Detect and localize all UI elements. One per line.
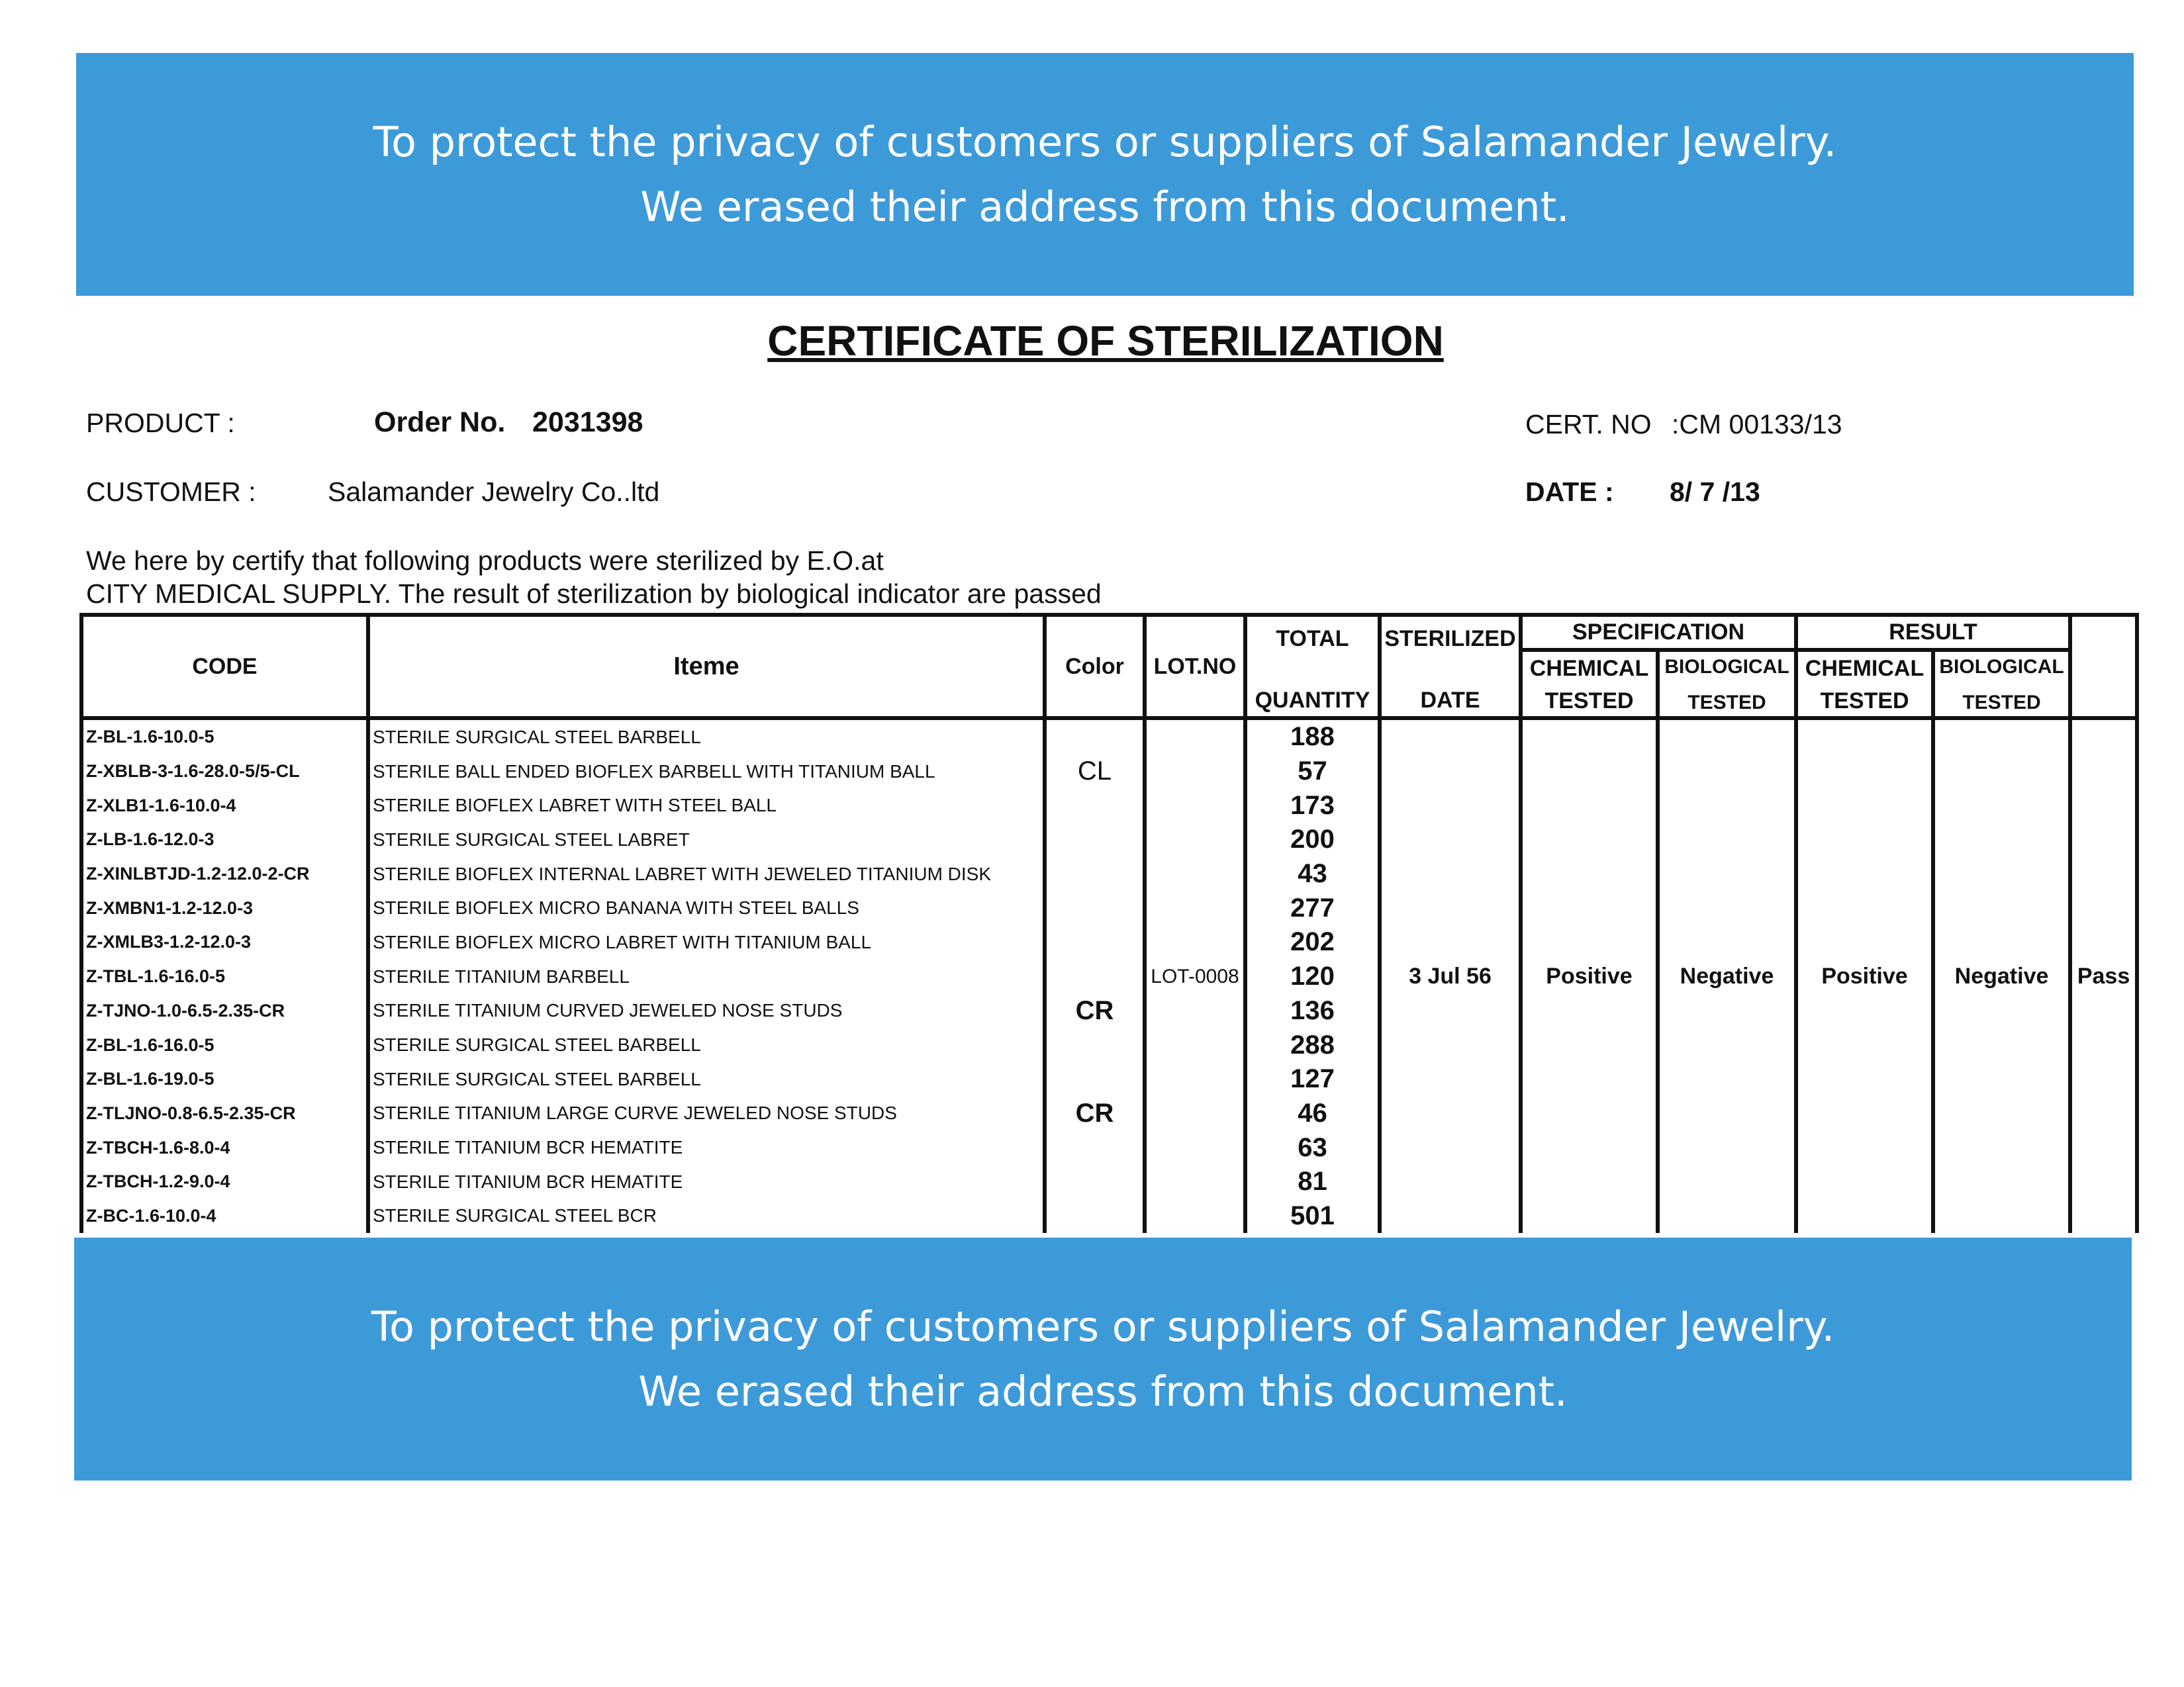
row-final-result bbox=[2070, 1165, 2137, 1199]
date-value: 8/ 7 /13 bbox=[1670, 477, 1760, 507]
row-code: Z-XMLB3-1.2-12.0-3 bbox=[81, 925, 368, 960]
row-result-biological bbox=[1933, 823, 2070, 857]
header-sterilized-top: STERILIZED bbox=[1384, 626, 1516, 651]
header-spec-biological-top: BIOLOGICAL bbox=[1664, 655, 1789, 678]
row-sterilized-date bbox=[1380, 754, 1521, 789]
row-lot-no bbox=[1145, 1028, 1245, 1062]
row-color: CL bbox=[1045, 754, 1145, 789]
table-row bbox=[81, 960, 2137, 994]
row-color bbox=[1045, 1165, 1145, 1199]
row-color bbox=[1045, 1199, 1145, 1234]
row-result-biological bbox=[1933, 788, 2070, 823]
table-row bbox=[81, 1199, 2137, 1234]
row-code: Z-TBL-1.6-16.0-5 bbox=[81, 960, 368, 994]
row-result-chemical bbox=[1796, 754, 1933, 789]
table-row bbox=[81, 1062, 2137, 1097]
row-code: Z-BL-1.6-19.0-5 bbox=[81, 1062, 368, 1097]
row-sterilized-date bbox=[1380, 925, 1521, 960]
row-lot-no bbox=[1145, 994, 1245, 1028]
statement-line-2: CITY MEDICAL SUPPLY. The result of sterilization by biological indicator are passed bbox=[86, 578, 1102, 609]
row-final-result bbox=[2070, 788, 2137, 823]
header-spec-chemical bbox=[1521, 650, 1658, 718]
row-spec-chemical bbox=[1521, 788, 1658, 823]
row-item: STERILE TITANIUM CURVED JEWELED NOSE STUDS bbox=[368, 994, 1045, 1028]
privacy-banner-top bbox=[76, 53, 2134, 296]
header-total-top: TOTAL bbox=[1276, 626, 1349, 651]
row-lot-no: LOT-0008 bbox=[1145, 960, 1245, 994]
row-spec-biological bbox=[1658, 718, 1796, 754]
row-item: STERILE BIOFLEX MICRO BANANA WITH STEEL BALLS bbox=[368, 891, 1045, 925]
row-final-result bbox=[2070, 891, 2137, 925]
row-sterilized-date bbox=[1380, 1130, 1521, 1165]
row-item: STERILE BIOFLEX MICRO LABRET WITH TITANIUM BALL bbox=[368, 925, 1045, 960]
header-final bbox=[2070, 615, 2137, 718]
statement-line-1: We here by certify that following products were sterilized by E.O.at bbox=[86, 545, 884, 576]
row-sterilized-date bbox=[1380, 1097, 1521, 1131]
row-result-chemical bbox=[1796, 718, 1933, 754]
product-label: PRODUCT : bbox=[86, 408, 235, 438]
row-item: STERILE TITANIUM BCR HEMATITE bbox=[368, 1130, 1045, 1165]
row-lot-no bbox=[1145, 925, 1245, 960]
header-code: CODE bbox=[81, 615, 368, 718]
row-spec-chemical bbox=[1521, 994, 1658, 1028]
row-final-result bbox=[2070, 1199, 2137, 1234]
row-lot-no bbox=[1145, 788, 1245, 823]
row-code: Z-TLJNO-0.8-6.5-2.35-CR bbox=[81, 1097, 368, 1131]
row-result-chemical bbox=[1796, 788, 1933, 823]
row-quantity: 501 bbox=[1245, 1199, 1380, 1234]
row-color bbox=[1045, 891, 1145, 925]
row-spec-biological bbox=[1658, 994, 1796, 1028]
row-quantity: 63 bbox=[1245, 1130, 1380, 1165]
header-result-chemical-top: CHEMICAL bbox=[1805, 655, 1924, 681]
header-result-chemical-bottom: TESTED bbox=[1820, 688, 1909, 713]
header-spec-chemical-top: CHEMICAL bbox=[1529, 655, 1649, 681]
row-spec-biological bbox=[1658, 1097, 1796, 1131]
row-result-biological bbox=[1933, 891, 2070, 925]
table-row bbox=[81, 823, 2137, 857]
table-row bbox=[81, 788, 2137, 823]
header-item: Iteme bbox=[368, 615, 1045, 718]
table-row bbox=[81, 994, 2137, 1028]
row-final-result bbox=[2070, 823, 2137, 857]
row-color bbox=[1045, 960, 1145, 994]
row-spec-biological bbox=[1658, 1199, 1796, 1234]
row-result-biological bbox=[1933, 994, 2070, 1028]
row-quantity: 188 bbox=[1245, 718, 1380, 754]
row-spec-chemical bbox=[1521, 1062, 1658, 1097]
row-code: Z-XLB1-1.6-10.0-4 bbox=[81, 788, 368, 823]
row-result-biological bbox=[1933, 1199, 2070, 1234]
row-quantity: 288 bbox=[1245, 1028, 1380, 1062]
row-result-biological bbox=[1933, 718, 2070, 754]
row-result-biological: Negative bbox=[1933, 960, 2070, 994]
row-color bbox=[1045, 823, 1145, 857]
row-spec-biological bbox=[1658, 857, 1796, 891]
row-item: STERILE TITANIUM BARBELL bbox=[368, 960, 1045, 994]
row-spec-biological bbox=[1658, 1062, 1796, 1097]
row-quantity: 202 bbox=[1245, 925, 1380, 960]
row-result-biological bbox=[1933, 1097, 2070, 1131]
header-spec-biological-bottom: TESTED bbox=[1687, 691, 1766, 713]
row-spec-biological bbox=[1658, 823, 1796, 857]
row-code: Z-TBCH-1.6-8.0-4 bbox=[81, 1130, 368, 1165]
row-item: STERILE SURGICAL STEEL BARBELL bbox=[368, 1062, 1045, 1097]
row-sterilized-date bbox=[1380, 994, 1521, 1028]
privacy-line-1: To protect the privacy of customers or suppliers of Salamander Jewelry. bbox=[371, 1302, 1835, 1351]
table-row bbox=[81, 1097, 2137, 1131]
row-final-result bbox=[2070, 1028, 2137, 1062]
row-color: CR bbox=[1045, 1097, 1145, 1131]
row-spec-chemical bbox=[1521, 1028, 1658, 1062]
row-spec-chemical bbox=[1521, 1130, 1658, 1165]
row-code: Z-LB-1.6-12.0-3 bbox=[81, 823, 368, 857]
row-lot-no bbox=[1145, 1199, 1245, 1234]
header-sterilized bbox=[1380, 615, 1521, 718]
table-row bbox=[81, 925, 2137, 960]
header-result-biological-bottom: TESTED bbox=[1962, 691, 2041, 713]
table-row bbox=[81, 754, 2137, 789]
row-result-chemical bbox=[1796, 1165, 1933, 1199]
row-final-result bbox=[2070, 1130, 2137, 1165]
header-sterilized-bottom: DATE bbox=[1420, 688, 1480, 713]
row-quantity: 173 bbox=[1245, 788, 1380, 823]
header-result-biological-top: BIOLOGICAL bbox=[1939, 655, 2064, 678]
row-final-result bbox=[2070, 857, 2137, 891]
row-result-biological bbox=[1933, 857, 2070, 891]
row-lot-no bbox=[1145, 823, 1245, 857]
row-quantity: 277 bbox=[1245, 891, 1380, 925]
row-final-result bbox=[2070, 994, 2137, 1028]
row-lot-no bbox=[1145, 718, 1245, 754]
table-row bbox=[81, 891, 2137, 925]
header-lot: LOT.NO bbox=[1145, 615, 1245, 718]
row-quantity: 120 bbox=[1245, 960, 1380, 994]
row-code: Z-BC-1.6-10.0-4 bbox=[81, 1199, 368, 1234]
row-result-biological bbox=[1933, 1165, 2070, 1199]
row-lot-no bbox=[1145, 891, 1245, 925]
row-code: Z-XINLBTJD-1.2-12.0-2-CR bbox=[81, 857, 368, 891]
row-quantity: 200 bbox=[1245, 823, 1380, 857]
privacy-line-1: To protect the privacy of customers or suppliers of Salamander Jewelry. bbox=[373, 117, 1837, 166]
row-result-chemical: Positive bbox=[1796, 960, 1933, 994]
row-result-biological bbox=[1933, 1130, 2070, 1165]
privacy-banner-bottom bbox=[74, 1238, 2132, 1481]
row-spec-chemical: Positive bbox=[1521, 960, 1658, 994]
row-spec-chemical bbox=[1521, 1097, 1658, 1131]
row-color bbox=[1045, 718, 1145, 754]
row-color bbox=[1045, 1028, 1145, 1062]
row-spec-chemical bbox=[1521, 754, 1658, 789]
row-result-biological bbox=[1933, 1062, 2070, 1097]
row-spec-chemical bbox=[1521, 1199, 1658, 1234]
header-total-bottom: QUANTITY bbox=[1255, 688, 1370, 713]
row-lot-no bbox=[1145, 1062, 1245, 1097]
customer-label: CUSTOMER : bbox=[86, 477, 256, 507]
row-code: Z-BL-1.6-16.0-5 bbox=[81, 1028, 368, 1062]
row-final-result bbox=[2070, 718, 2137, 754]
row-result-chemical bbox=[1796, 823, 1933, 857]
row-spec-chemical bbox=[1521, 925, 1658, 960]
row-final-result: Pass bbox=[2070, 960, 2137, 994]
row-sterilized-date bbox=[1380, 891, 1521, 925]
row-lot-no bbox=[1145, 1165, 1245, 1199]
row-quantity: 43 bbox=[1245, 857, 1380, 891]
row-lot-no bbox=[1145, 1097, 1245, 1131]
header-result-chemical bbox=[1796, 650, 1933, 718]
row-code: Z-XBLB-3-1.6-28.0-5/5-CL bbox=[81, 754, 368, 789]
row-result-biological bbox=[1933, 754, 2070, 789]
row-result-chemical bbox=[1796, 1199, 1933, 1234]
row-sterilized-date bbox=[1380, 788, 1521, 823]
row-spec-biological bbox=[1658, 754, 1796, 789]
row-quantity: 46 bbox=[1245, 1097, 1380, 1131]
table-row bbox=[81, 718, 2137, 754]
cert-no-value: :CM 00133/13 bbox=[1672, 409, 1842, 439]
row-color bbox=[1045, 788, 1145, 823]
sterilization-table bbox=[79, 613, 2139, 1233]
privacy-line-2: We erased their address from this document. bbox=[640, 182, 1570, 231]
row-code: Z-TBCH-1.2-9.0-4 bbox=[81, 1165, 368, 1199]
header-spec-biological bbox=[1658, 650, 1796, 718]
row-lot-no bbox=[1145, 1130, 1245, 1165]
row-item: STERILE SURGICAL STEEL LABRET bbox=[368, 823, 1045, 857]
row-spec-biological bbox=[1658, 925, 1796, 960]
row-result-chemical bbox=[1796, 857, 1933, 891]
row-result-chemical bbox=[1796, 925, 1933, 960]
table-row bbox=[81, 857, 2137, 891]
row-quantity: 57 bbox=[1245, 754, 1380, 789]
row-result-chemical bbox=[1796, 1062, 1933, 1097]
row-item: STERILE SURGICAL STEEL BARBELL bbox=[368, 718, 1045, 754]
row-spec-chemical bbox=[1521, 823, 1658, 857]
row-spec-biological bbox=[1658, 1028, 1796, 1062]
row-result-chemical bbox=[1796, 1097, 1933, 1131]
row-final-result bbox=[2070, 1097, 2137, 1131]
row-color bbox=[1045, 1130, 1145, 1165]
row-spec-chemical bbox=[1521, 1165, 1658, 1199]
row-spec-biological bbox=[1658, 891, 1796, 925]
header-result: RESULT bbox=[1796, 615, 2070, 650]
row-result-chemical bbox=[1796, 1028, 1933, 1062]
row-color: CR bbox=[1045, 994, 1145, 1028]
row-final-result bbox=[2070, 1062, 2137, 1097]
table-row bbox=[81, 1028, 2137, 1062]
header-color: Color bbox=[1045, 615, 1145, 718]
row-item: STERILE BALL ENDED BIOFLEX BARBELL WITH TITANIUM BALL bbox=[368, 754, 1045, 789]
table-row bbox=[81, 1130, 2137, 1165]
privacy-line-2: We erased their address from this document. bbox=[638, 1367, 1568, 1416]
row-item: STERILE SURGICAL STEEL BCR bbox=[368, 1199, 1045, 1234]
row-result-biological bbox=[1933, 1028, 2070, 1062]
row-item: STERILE SURGICAL STEEL BARBELL bbox=[368, 1028, 1045, 1062]
row-color bbox=[1045, 1062, 1145, 1097]
row-final-result bbox=[2070, 925, 2137, 960]
row-spec-biological bbox=[1658, 1130, 1796, 1165]
row-item: STERILE BIOFLEX INTERNAL LABRET WITH JEWELED TITANIUM DISK bbox=[368, 857, 1045, 891]
row-sterilized-date: 3 Jul 56 bbox=[1380, 960, 1521, 994]
row-result-chemical bbox=[1796, 891, 1933, 925]
row-spec-chemical bbox=[1521, 718, 1658, 754]
header-specification: SPECIFICATION bbox=[1521, 615, 1796, 650]
date-label: DATE : bbox=[1525, 477, 1614, 507]
row-spec-biological bbox=[1658, 788, 1796, 823]
table-row bbox=[81, 1165, 2137, 1199]
row-quantity: 81 bbox=[1245, 1165, 1380, 1199]
row-spec-chemical bbox=[1521, 891, 1658, 925]
customer-value: Salamander Jewelry Co..ltd bbox=[328, 477, 660, 507]
row-quantity: 127 bbox=[1245, 1062, 1380, 1097]
row-sterilized-date bbox=[1380, 718, 1521, 754]
row-sterilized-date bbox=[1380, 1199, 1521, 1234]
row-sterilized-date bbox=[1380, 857, 1521, 891]
row-item: STERILE TITANIUM BCR HEMATITE bbox=[368, 1165, 1045, 1199]
order-label: Order No. bbox=[374, 406, 506, 438]
row-sterilized-date bbox=[1380, 823, 1521, 857]
document-title: CERTIFICATE OF STERILIZATION bbox=[767, 317, 1444, 365]
header-spec-chemical-bottom: TESTED bbox=[1544, 688, 1634, 713]
row-sterilized-date bbox=[1380, 1062, 1521, 1097]
row-result-chemical bbox=[1796, 1130, 1933, 1165]
header-result-biological bbox=[1933, 650, 2070, 718]
row-result-biological bbox=[1933, 925, 2070, 960]
row-color bbox=[1045, 925, 1145, 960]
row-lot-no bbox=[1145, 754, 1245, 789]
row-final-result bbox=[2070, 754, 2137, 789]
row-spec-chemical bbox=[1521, 857, 1658, 891]
header-total bbox=[1245, 615, 1380, 718]
row-quantity: 136 bbox=[1245, 994, 1380, 1028]
row-item: STERILE BIOFLEX LABRET WITH STEEL BALL bbox=[368, 788, 1045, 823]
row-lot-no bbox=[1145, 857, 1245, 891]
row-color bbox=[1045, 857, 1145, 891]
row-sterilized-date bbox=[1380, 1165, 1521, 1199]
row-code: Z-TJNO-1.0-6.5-2.35-CR bbox=[81, 994, 368, 1028]
row-sterilized-date bbox=[1380, 1028, 1521, 1062]
row-spec-biological: Negative bbox=[1658, 960, 1796, 994]
cert-no-label: CERT. NO bbox=[1525, 409, 1652, 439]
row-code: Z-XMBN1-1.2-12.0-3 bbox=[81, 891, 368, 925]
row-result-chemical bbox=[1796, 994, 1933, 1028]
order-number: 2031398 bbox=[532, 406, 643, 438]
row-code: Z-BL-1.6-10.0-5 bbox=[81, 718, 368, 754]
row-item: STERILE TITANIUM LARGE CURVE JEWELED NOSE STUDS bbox=[368, 1097, 1045, 1131]
row-spec-biological bbox=[1658, 1165, 1796, 1199]
